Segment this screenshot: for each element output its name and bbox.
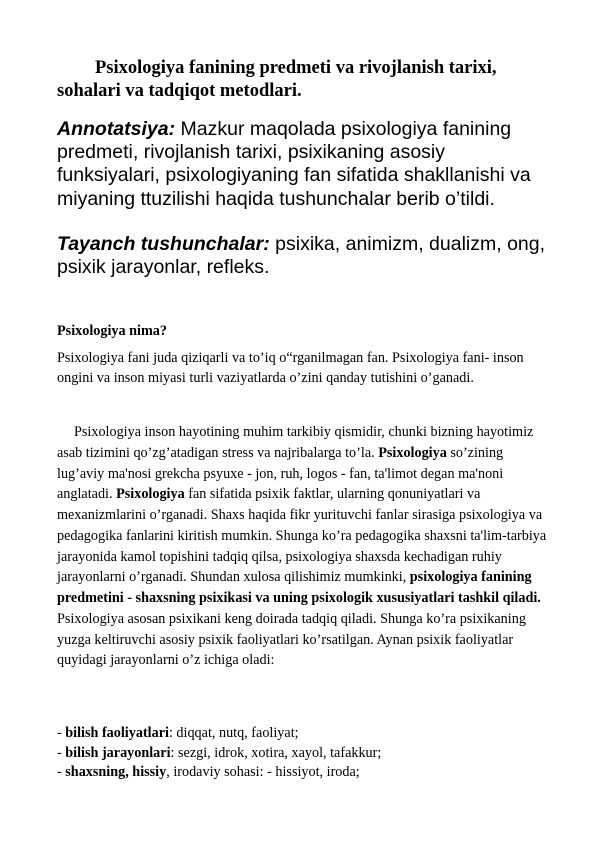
paragraph-main-b2: Psixologiya bbox=[116, 486, 185, 503]
list-item-rest: : diqqat, nutq, faoliyat; bbox=[168, 725, 299, 741]
paragraph-main-s1: Psixologiya inson hayotining muhim tarkibiy qismidir, chunki bizning hayotimiz asab tizimini qo’zg’atadigan stress va najribalarga to’la. bbox=[57, 424, 534, 461]
list-item bbox=[57, 763, 547, 783]
abstract-label: Annotatsiya: bbox=[57, 118, 176, 140]
list-item bbox=[57, 724, 547, 744]
abstract bbox=[57, 118, 547, 211]
list-item-rest: , irodaviy sohasi: - hissiyot, iroda; bbox=[166, 764, 360, 780]
list-item-prefix: - bbox=[57, 744, 66, 761]
section-heading: Psixologiya nima? bbox=[57, 323, 167, 339]
paragraph-main-s4: Psixologiya asosan psixikani keng doirada tadqiq qiladi. Shunga ko’ra psixikaning yuzga keltiruvchi asosiy psixik faoliyatlari ko’rsatilgan. Aynan psixik faoliyatlar quyidagi jarayonlarni o’z ichiga oladi: bbox=[57, 610, 526, 669]
list-item-bold: shaxsning, hissiy bbox=[65, 764, 167, 780]
list-item bbox=[57, 744, 547, 764]
keywords-text: psixika, animizm, dualizm, ong, psixik jarayonlar, refleks. bbox=[57, 233, 546, 279]
activity-list bbox=[57, 724, 547, 783]
list-item-prefix: - bbox=[57, 764, 66, 780]
paragraph-main bbox=[57, 422, 547, 671]
paragraph-main-s2: so’zining lug’aviy ma'nosi grekcha psyuxe - jon, ruh, logos - fan, ta'limot degan ma'noni anglatadi. bbox=[57, 444, 504, 503]
keywords-label: Tayanch tushunchalar: bbox=[57, 233, 270, 255]
keywords bbox=[57, 233, 547, 279]
list-item-rest: : sezgi, idrok, xotira, xayol, tafakkur; bbox=[170, 744, 382, 761]
document-title-text: Psixologiya fanining predmeti va rivojlanish tarixi, sohalari va tadqiqot metodlari. bbox=[57, 58, 497, 101]
paragraph-main-s3: fan sifatida psixik faktlar, ularning qonuniyatlari va mexanizmlarini o’rganadi. Shaxs haqida fikr yurituvchi fanlar sirasiga psixologiya va pedagogika fanlarini kiritish mumkin. Shunga ko’ra pedagogika shaxsni ta'lim-tarbiya jarayonida kamol topishini tadqiq qilsa, psixologiya shaxsda kechadigan ruhiy jarayonlarni o’rganadi. Shundan xulosa qilishimiz mumkinki, bbox=[57, 486, 547, 586]
list-item-bold: bilish faoliyatlari bbox=[65, 725, 169, 741]
paragraph-main-b1: Psixologiya bbox=[378, 444, 447, 461]
list-item-bold: bilish jarayonlari bbox=[65, 744, 171, 761]
abstract-text: Mazkur maqolada psixologiya fanining predmeti, rivojlanish tarixi, psixikaning asosiy funksiyalari, psixologiyaning fan sifatida shakllanishi va miyaning ttuzilishi haqida tushunchalar berib o’tildi. bbox=[57, 118, 531, 210]
paragraph-intro: Psixologiya fani juda qiziqarli va to’iq o“rganilmagan fan. Psixologiya fani- inson ongini va inson miyasi turli vaziyatlarda o’zini qanday tutishini o’ganadi. bbox=[57, 350, 524, 387]
list-item-prefix: - bbox=[57, 725, 66, 741]
paragraph-main-b3: psixologiya fanining predmetini - shaxsning psixikasi va uning psixologik xususiyatlari tashkil qiladi. bbox=[57, 569, 541, 606]
document-title bbox=[57, 57, 547, 103]
